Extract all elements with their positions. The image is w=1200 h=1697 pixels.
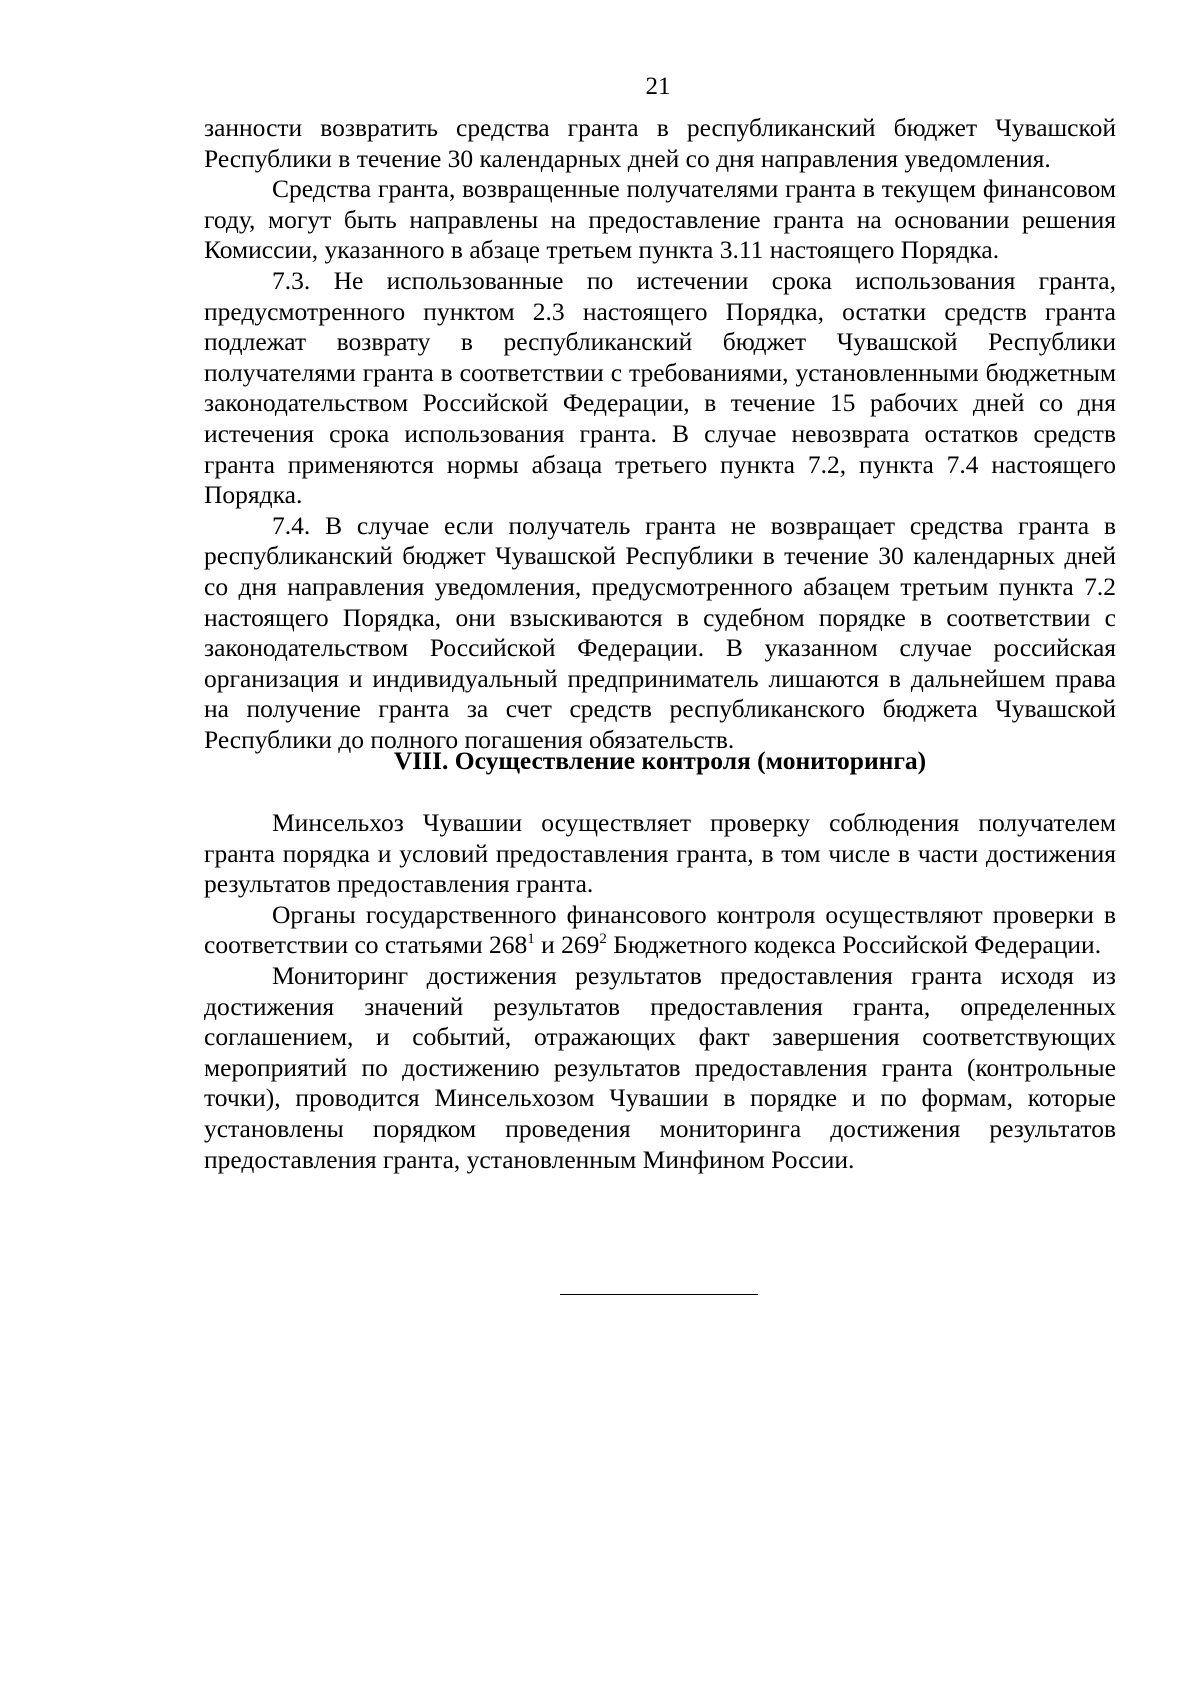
paragraph-ministry-check: Минсельхоз Чувашии осуществляет проверку соблюдения получателем гранта порядка и условий предоставления гранта, в том числе в части достижения результатов предоставления гранта. (204, 808, 1116, 899)
paragraph-continued: занности возвратить средства гранта в республиканский бюджет Чувашской Республики в течение 30 календарных дней со дня направления уведомления. (204, 113, 1116, 173)
paragraph-financial-control (204, 900, 1116, 961)
paragraph-monitoring: Мониторинг достижения результатов предоставления гранта исходя из достижения значений результатов предоставления гранта, определенных соглашением, и событий, отражающих факт завершения соответствующих мероприятий по достижению результатов предоставления гранта (контрольные точки), проводится Минсельхозом Чувашии в порядке и по формам, которые установлены порядком проведения мониторинга достижения результатов предоставления гранта, установленным Минфином России. (204, 960, 1116, 1174)
paragraph-7-3: 7.3. Не использованные по истечении срока использования гранта, предусмотренного пунктом 2.3 настоящего Порядка, остатки средств гранта подлежат возврату в республиканский бюджет Чувашской Республики получателями гранта в соответствии с требованиями, установленными бюджетным законодательством Российской Федерации, в течение 15 рабочих дней со дня истечения срока использования гранта. В случае невозврата остатков средств гранта применяются нормы абзаца третьего пункта 7.2, пункта 7.4 настоящего Порядка. (204, 265, 1116, 510)
section-7-continuation (204, 113, 1116, 755)
paragraph-7-4: 7.4. В случае если получатель гранта не возвращает средства гранта в республиканский бюджет Чувашской Республики в течение 30 календарных дней со дня направления уведомления, предусмотренного абзацем третьим пункта 7.2 настоящего Порядка, они взыскиваются в судебном порядке в соответствии с законодательством Российской Федерации. В указанном случае российская организация и индивидуальный предприниматель лишаются в дальнейшем права на получение гранта за счет средств республиканского бюджета Чувашской Республики до полного погашения обязательств. (204, 510, 1116, 754)
paragraph-returned-funds: Средства гранта, возвращенные получателями гранта в текущем финансовом году, могут быть направлены на предоставление гранта на основании решения Комиссии, указанного в абзаце третьем пункта 3.11 настоящего Порядка. (204, 174, 1116, 265)
section-title: VIII. Осуществление контроля (мониторинга) (393, 746, 927, 775)
section-8-body (204, 808, 1116, 1175)
superscript-1: 1 (527, 931, 535, 948)
financial-control-text-1: Органы государственного финансового контроля осуществляют проверки в соответствии со статьями 268 (204, 899, 1116, 960)
superscript-2: 2 (599, 931, 607, 948)
financial-control-text-2: и 269 (534, 930, 600, 960)
financial-control-text-3: Бюджетного кодекса Российской Федерации. (606, 930, 1102, 960)
end-divider (560, 1294, 758, 1295)
page-number: 21 (645, 73, 671, 100)
